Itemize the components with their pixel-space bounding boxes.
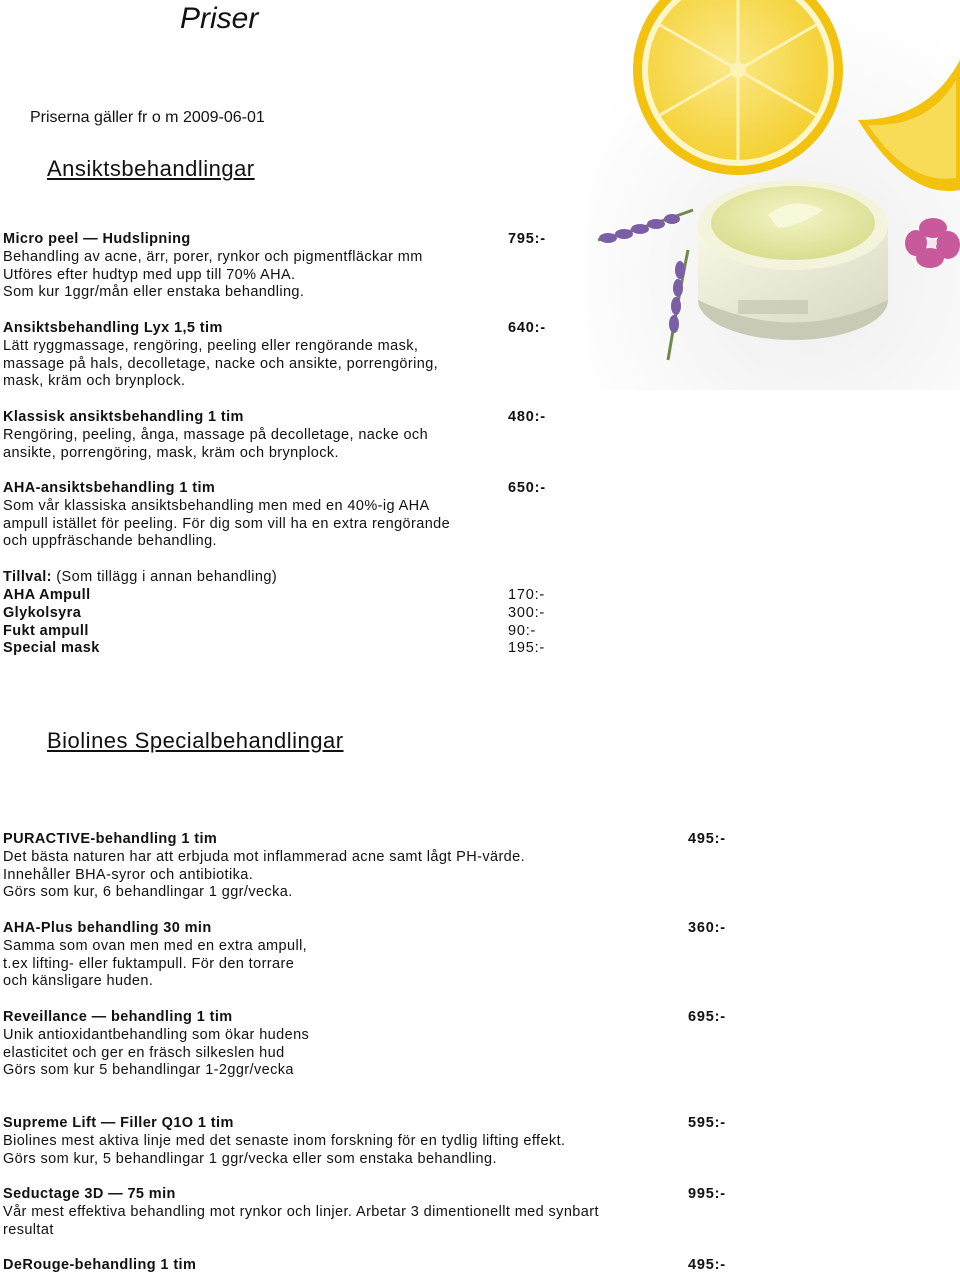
addon-name: AHA Ampull xyxy=(3,587,91,603)
treatment-description-line: Unik antioxidantbehandling som ökar hudens xyxy=(3,1026,310,1043)
treatment-price: 595:- xyxy=(688,1115,726,1131)
price-validity: Priserna gäller fr o m 2009-06-01 xyxy=(30,109,265,126)
treatment-name: AHA-ansiktsbehandling 1 tim xyxy=(3,480,216,496)
treatment-description-line: t.ex lifting- eller fuktampull. För den torrare xyxy=(3,955,295,972)
treatment-price: 480:- xyxy=(508,409,546,425)
treatment-description-line: Det bästa naturen har att erbjuda mot inflammerad acne samt lågt PH-värde. xyxy=(3,848,526,865)
treatment-description-line: Biolines mest aktiva linje med det senaste inom forskning för en tydlig lifting effekt. xyxy=(3,1132,566,1149)
treatment-description-line: mask, kräm och brynplock. xyxy=(3,373,186,390)
page-title: Priser xyxy=(180,2,259,35)
treatment-description-line: Görs som kur, 5 behandlingar 1 ggr/vecka eller som enstaka behandling. xyxy=(3,1150,497,1167)
addon-item xyxy=(3,605,81,623)
section-heading-ansiktsbehandlingar: Ansiktsbehandlingar xyxy=(47,156,255,181)
treatment-entry xyxy=(3,1115,565,1168)
treatment-description-line: Görs som kur, 6 behandlingar 1 ggr/vecka. xyxy=(3,884,293,901)
treatment-description-line: resultat xyxy=(3,1221,54,1238)
addon-item xyxy=(3,640,100,658)
addon-name: Glykolsyra xyxy=(3,605,82,621)
addons-heading xyxy=(3,569,277,587)
treatment-description-line: Vår mest effektiva behandling mot rynkor och linjer. Arbetar 3 dimentionellt med synbart xyxy=(3,1203,599,1220)
addons-label: Tillval: xyxy=(3,569,52,585)
treatment-price: 495:- xyxy=(688,831,726,847)
addon-item xyxy=(3,587,91,605)
treatment-price: 995:- xyxy=(688,1186,726,1202)
addon-name: Fukt ampull xyxy=(3,623,89,639)
treatment-description-line: Samma som ovan men med en extra ampull, xyxy=(3,937,308,954)
treatment-description-line: och känsligare huden. xyxy=(3,973,154,990)
treatment-description-line: Som kur 1ggr/mån eller enstaka behandling. xyxy=(3,284,305,301)
addon-price: 195:- xyxy=(508,640,546,656)
treatment-description-line: ampull istället för peeling. För dig som vill ha en extra rengörande xyxy=(3,515,451,532)
treatment-description-line: ansikte, porrengöring, mask, kräm och brynplock. xyxy=(3,444,339,461)
treatment-name: Supreme Lift — Filler Q1O 1 tim xyxy=(3,1115,234,1131)
treatment-price: 650:- xyxy=(508,480,546,496)
treatment-description-line: Görs som kur 5 behandlingar 1-2ggr/vecka xyxy=(3,1062,294,1079)
treatment-description-line: och uppfräschande behandling. xyxy=(3,533,217,550)
addon-item xyxy=(3,623,89,641)
treatment-price: 495:- xyxy=(688,1257,726,1273)
treatment-name: Micro peel — Hudslipning xyxy=(3,231,191,247)
treatment-entry xyxy=(3,1009,309,1080)
treatment-price: 360:- xyxy=(688,920,726,936)
treatment-description-line: elasticitet och ger en fräsch silkeslen hud xyxy=(3,1044,285,1061)
treatment-description-line: Lätt ryggmassage, rengöring, peeling eller rengörande mask, xyxy=(3,337,419,354)
addon-price: 300:- xyxy=(508,605,546,621)
treatment-entry xyxy=(3,1257,196,1275)
product-photo xyxy=(588,0,960,390)
treatment-name: PURACTIVE-behandling 1 tim xyxy=(3,831,218,847)
addons-note: (Som tillägg i annan behandling) xyxy=(51,569,278,585)
treatment-entry xyxy=(3,831,525,902)
treatment-entry xyxy=(3,1186,599,1239)
treatment-price: 795:- xyxy=(508,231,546,247)
treatment-name: Reveillance — behandling 1 tim xyxy=(3,1009,233,1025)
treatment-description-line: Som vår klassiska ansiktsbehandling men med en 40%-ig AHA xyxy=(3,497,430,514)
treatment-entry xyxy=(3,320,438,391)
treatment-entry xyxy=(3,920,307,991)
treatment-description-line: massage på hals, decolletage, nacke och ansikte, porrengöring, xyxy=(3,355,439,372)
addon-price: 90:- xyxy=(508,623,537,639)
treatment-name: DeRouge-behandling 1 tim xyxy=(3,1257,197,1273)
treatment-name: Seductage 3D — 75 min xyxy=(3,1186,176,1202)
treatment-entry xyxy=(3,231,423,302)
cream-jar-icon xyxy=(698,180,888,340)
treatment-price: 640:- xyxy=(508,320,546,336)
addon-name: Special mask xyxy=(3,640,100,656)
treatment-price: 695:- xyxy=(688,1009,726,1025)
treatment-entry xyxy=(3,480,450,551)
treatment-name: Ansiktsbehandling Lyx 1,5 tim xyxy=(3,320,223,336)
treatment-description-line: Behandling av acne, ärr, porer, rynkor och pigmentfläckar mm xyxy=(3,248,423,265)
treatment-description-line: Innehåller BHA-syror och antibiotika. xyxy=(3,866,254,883)
treatment-description-line: Utföres efter hudtyp med upp till 70% AHA. xyxy=(3,266,296,283)
treatment-description-line: Rengöring, peeling, ånga, massage på decolletage, nacke och xyxy=(3,426,429,443)
treatment-name: AHA-Plus behandling 30 min xyxy=(3,920,212,936)
treatment-name: Klassisk ansiktsbehandling 1 tim xyxy=(3,409,244,425)
section-heading-biolines: Biolines Specialbehandlingar xyxy=(47,728,344,753)
treatment-entry xyxy=(3,409,428,462)
addon-price: 170:- xyxy=(508,587,546,603)
